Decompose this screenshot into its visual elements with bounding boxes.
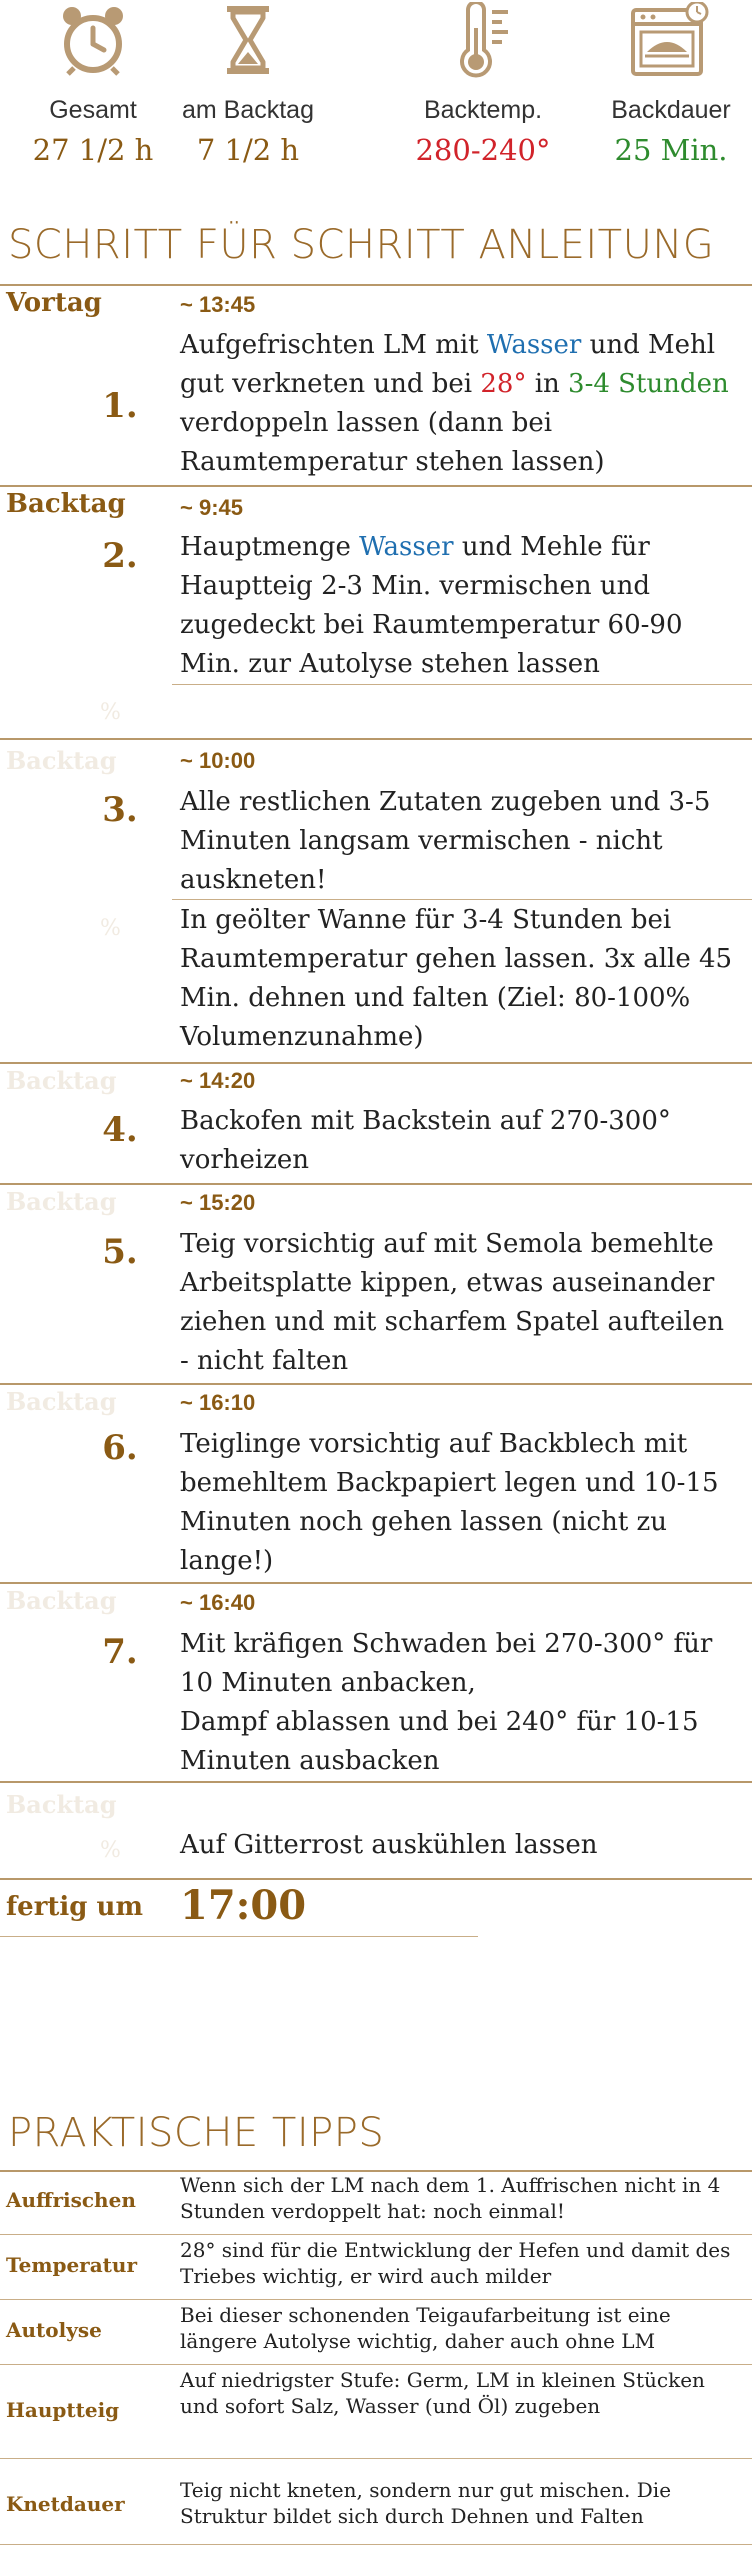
divider — [0, 1936, 478, 1937]
step-number: 1. — [102, 386, 138, 426]
tip-text: Bei dieser schonenden Teigaufarbeitung ist eine längere Autolyse wichtig, daher auch ohne LM — [180, 2303, 671, 2353]
alarm-clock-icon — [18, 0, 168, 80]
divider — [0, 738, 752, 740]
tip-text: Auf niedrigster Stufe: Germ, LM in kleinen Stücken und sofort Salz, Wasser (und Öl) zugeben — [180, 2368, 705, 2418]
divider — [0, 485, 752, 487]
oven-icon — [596, 0, 746, 80]
step-3b-text: In geölter Wanne für 3-4 Stunden bei Raumtemperatur gehen lassen. 3x alle 45 Min. dehnen und falten (Ziel: 80-100% Volumenzunahme) — [180, 905, 733, 1052]
ghost-percent: % — [100, 916, 121, 941]
step-4-text: Backofen mit Backstein auf 270-300° vorheizen — [180, 1106, 671, 1175]
cooling-text: Auf Gitterrost auskühlen lassen — [180, 1830, 598, 1860]
thermometer-icon — [408, 0, 558, 80]
divider — [0, 2544, 752, 2545]
stat-label: Backtemp. — [423, 96, 543, 124]
divider — [0, 2458, 752, 2459]
stat-baking-temp — [408, 0, 558, 167]
step-number: 2. — [102, 536, 138, 576]
step-time: ~ 10:00 — [180, 748, 256, 773]
tip-key: Hauptteig — [6, 2398, 120, 2422]
stat-baking-time — [596, 0, 746, 167]
step-7a-text: Mit kräfigen Schwaden bei 270-300° für 10 Minuten anbacken, — [180, 1629, 713, 1698]
divider — [0, 1781, 752, 1783]
finish-label: fertig um — [6, 1892, 143, 1922]
step-7b-text: Dampf ablassen und bei 240° für 10-15 Minuten ausbacken — [180, 1707, 699, 1776]
step-3a-text: Alle restlichen Zutaten zugeben und 3-5 Minuten langsam vermischen - nicht auskneten! — [180, 787, 711, 895]
ghost-day-label: Backtag — [6, 1187, 117, 1216]
step-6-text: Teiglinge vorsichtig auf Backblech mit bemehltem Backpapiert legen und 10-15 Minuten noch gehen lassen (nicht zu lange!) — [180, 1429, 719, 1576]
divider — [0, 2364, 752, 2365]
divider — [0, 1878, 752, 1880]
stat-value: 25 Min. — [614, 133, 728, 167]
divider — [0, 2299, 752, 2300]
ghost-day-label: Backtag — [6, 1387, 117, 1416]
step-number: 6. — [102, 1428, 138, 1468]
stat-label: Backdauer — [611, 96, 731, 124]
hourglass-icon — [173, 0, 323, 80]
step-number: 7. — [102, 1632, 138, 1672]
step-time: ~ 15:20 — [180, 1190, 256, 1215]
ghost-day-label: Backtag — [6, 746, 117, 775]
tip-key: Knetdauer — [6, 2492, 125, 2516]
stat-baking-day — [173, 0, 323, 167]
stat-value: 7 1/2 h — [196, 133, 300, 167]
stat-label: am Backtag — [181, 96, 314, 124]
step-time: ~ 16:40 — [180, 1590, 256, 1615]
divider — [0, 1062, 752, 1064]
step-1-text: Aufgefrischten LM mit Wasser und Mehl gut verkneten und bei 28° in 3-4 Stunden verdoppeln lassen (dann bei Raumtemperatur stehen lassen) — [180, 330, 729, 477]
stat-value: 280-240° — [415, 133, 551, 167]
divider — [0, 1383, 752, 1385]
step-number: 3. — [102, 790, 138, 830]
tip-text: 28° sind für die Entwicklung der Hefen und damit des Triebes wichtig, er wird auch milder — [180, 2238, 731, 2288]
stat-total — [18, 0, 168, 167]
step-number: 4. — [102, 1110, 138, 1150]
tip-key: Autolyse — [6, 2318, 102, 2342]
tip-key: Temperatur — [6, 2253, 137, 2277]
step-5-text: Teig vorsichtig auf mit Semola bemehlte Arbeitsplatte kippen, etwas auseinander ziehen und mit scharfem Spatel aufteilen - nicht falten — [180, 1229, 724, 1376]
tip-key: Auffrischen — [6, 2188, 136, 2212]
step-2-text: Hauptmenge Wasser und Mehle für Hauptteig 2-3 Min. vermischen und zugedeckt bei Raumtemperatur 60-90 Min. zur Autolyse stehen lassen — [180, 532, 683, 679]
instructions-title: SCHRITT FÜR SCHRITT ANLEITUNG — [8, 222, 715, 268]
ghost-day-label: Backtag — [6, 1790, 117, 1819]
tip-text: Wenn sich der LM nach dem 1. Auffrischen nicht in 4 Stunden verdoppelt hat: noch einmal! — [180, 2173, 721, 2223]
ghost-day-label: Backtag — [6, 1066, 117, 1095]
day-label-backtag: Backtag — [6, 489, 126, 519]
step-time: ~ 14:20 — [180, 1068, 256, 1093]
tip-text: Teig nicht kneten, sondern nur gut mischen. Die Struktur bildet sich durch Dehnen und Falten — [180, 2478, 672, 2528]
divider — [0, 284, 752, 286]
divider — [0, 1582, 752, 1584]
divider — [172, 684, 752, 685]
divider — [0, 1183, 752, 1185]
step-time: ~ 16:10 — [180, 1390, 256, 1415]
finish-time: 17:00 — [180, 1882, 307, 1929]
divider — [172, 899, 752, 900]
stat-value: 27 1/2 h — [32, 133, 154, 167]
ghost-day-label: Backtag — [6, 1586, 117, 1615]
stat-label: Gesamt — [49, 96, 137, 124]
step-number: 5. — [102, 1232, 138, 1272]
ghost-percent: % — [100, 700, 121, 725]
tips-title: PRAKTISCHE TIPPS — [8, 2110, 385, 2156]
day-label-vortag: Vortag — [6, 288, 102, 318]
ghost-percent: % — [100, 1838, 121, 1863]
divider — [0, 2234, 752, 2235]
step-time: ~ 13:45 — [180, 292, 256, 317]
step-time: ~ 9:45 — [180, 495, 243, 520]
